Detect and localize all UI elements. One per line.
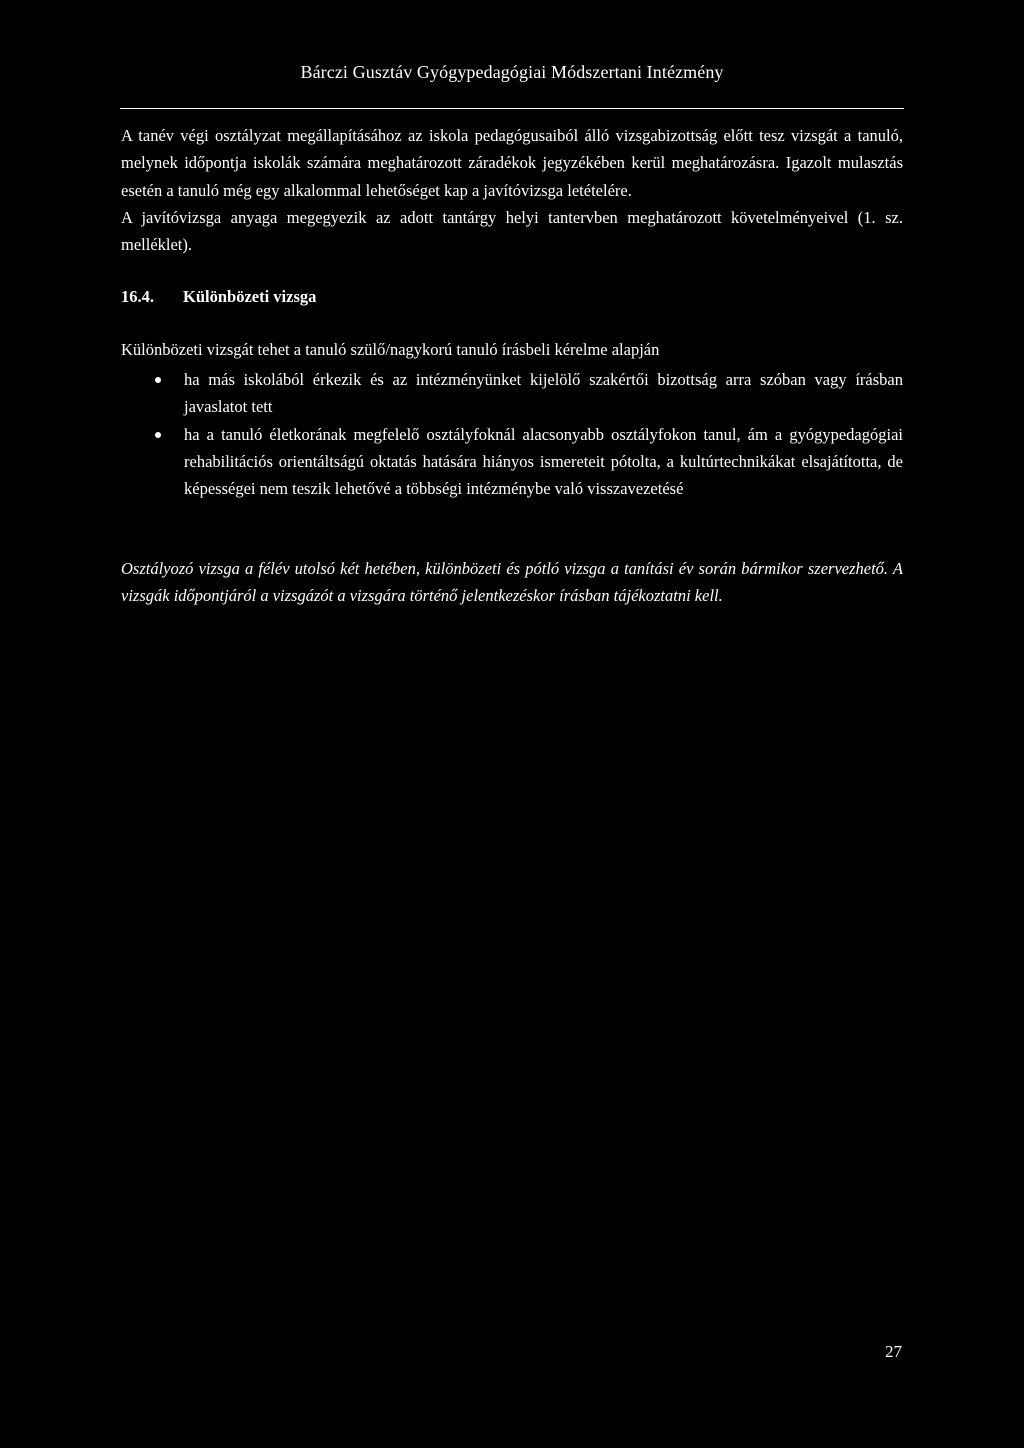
header-divider bbox=[120, 108, 904, 109]
bullet-icon bbox=[155, 377, 161, 383]
section-heading bbox=[121, 283, 903, 310]
list-item-text: ha más iskolából érkezik és az intézményünket kijelölő szakértői bizottság arra szóban vagy írásban javaslatot tett bbox=[184, 370, 903, 417]
paragraph-grading-exam: A tanév végi osztályzat megállapításához az iskola pedagógusaiból álló vizsgabizottság előtt tesz vizsgát a tanuló, melynek időpontja iskolák számára meghatározott záradékok jegyzékében kerül meghatározásra. Igazolt mulasztás esetén a tanuló még egy alkalommal lehetőséget kap a javítóvizsga letételére. bbox=[121, 126, 903, 200]
list-item bbox=[121, 366, 903, 421]
section-number: 16.4. bbox=[121, 287, 154, 307]
bullet-icon bbox=[155, 432, 161, 438]
page-header: Bárczi Gusztáv Gyógypedagógiai Módszertani Intézmény bbox=[300, 62, 724, 82]
section-title: Különbözeti vizsga bbox=[183, 287, 317, 307]
list-item bbox=[121, 421, 903, 503]
paragraph-retake-exam: A javítóvizsga anyaga megegyezik az adott tantárgy helyi tantervben meghatározott követelményeivel (1. sz. melléklet). bbox=[121, 207, 903, 255]
exam-schedule-note: Osztályozó vizsga a félév utolsó két hetében, különbözeti és pótló vizsga a tanítási év során bármikor szervezhető. A vizsgák időpontjáról a vizsgázót a vizsgára történő jelentkezéskor írásban tájékoztatni kell. bbox=[121, 558, 903, 605]
page-body bbox=[121, 122, 903, 609]
page-number: 27 bbox=[885, 1342, 902, 1361]
list-item-text: ha a tanuló életkorának megfelelő osztályfoknál alacsonyabb osztályfokon tanul, ám a gyógypedagógiai rehabilitációs orientáltságú oktatás hatására hiányos ismereteit pótolta, a kultúrtechnikákat elsajátította, de képességei nem teszik lehetővé a többségi intézménybe való visszavezetésé bbox=[184, 424, 903, 499]
section-intro: Különbözeti vizsgát tehet a tanuló szülő/nagykorú tanuló írásbeli kérelme alapján bbox=[121, 339, 660, 359]
condition-list bbox=[121, 366, 903, 502]
